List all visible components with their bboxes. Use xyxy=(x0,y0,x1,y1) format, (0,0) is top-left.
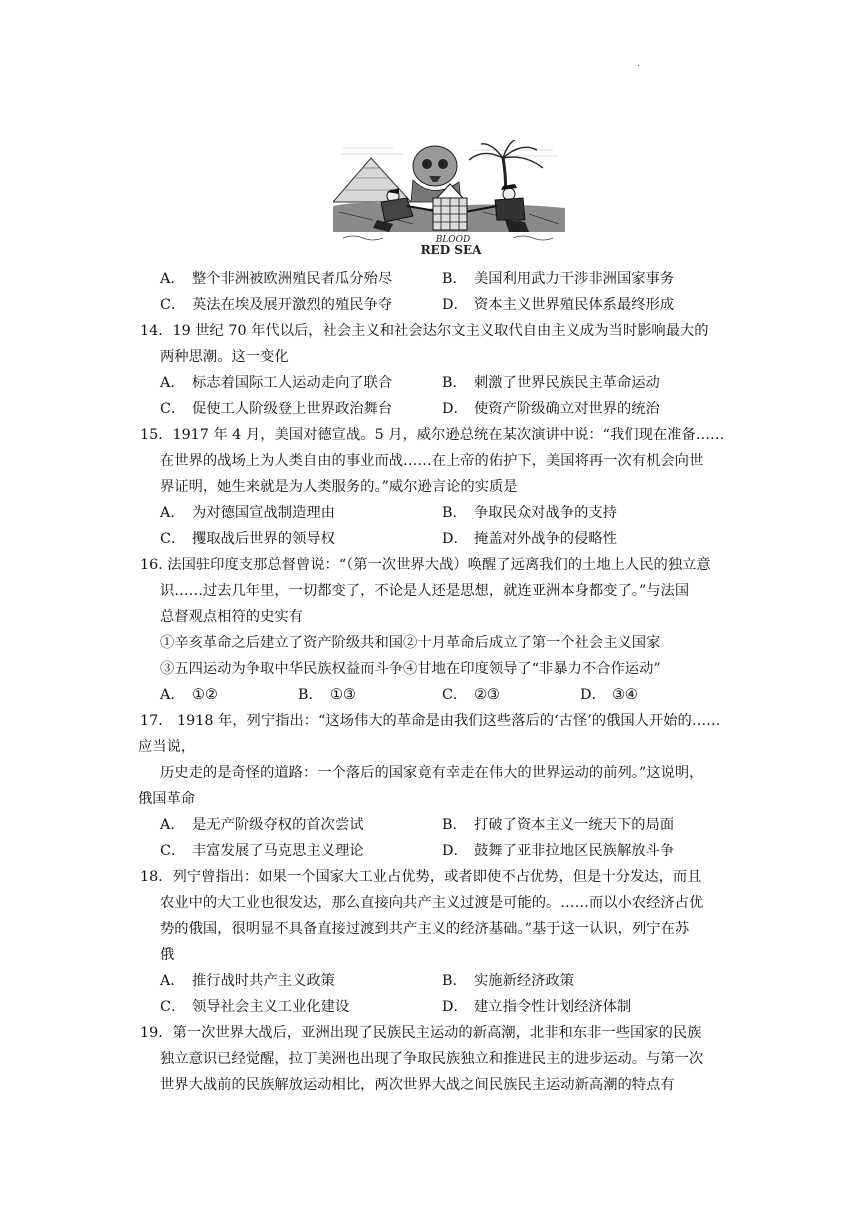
q18-stem-line: 势的俄国，很明显不具备直接过渡到共产主义的经济基础。”基于这一认识，列宁在苏 xyxy=(160,921,690,937)
q16-stem-line: ③五四运动为争取中华民族权益而斗争④甘地在印度领导了“非暴力不合作运动” xyxy=(160,661,661,677)
q19-stem-line: 世界大战前的民族解放运动相比，两次世界大战之间民族民主运动新高潮的特点有 xyxy=(160,1077,675,1093)
q17-option-c: C． 丰富发展了马克思主义理论 xyxy=(160,843,364,859)
q16-option-b: B． ①③ xyxy=(298,687,356,703)
q14-option-b: B． 刺激了世界民族民主革命运动 xyxy=(442,375,660,391)
q13-option-b: B． 美国利用武力干涉非洲国家事务 xyxy=(442,271,675,287)
q13-option-d: D． 资本主义世界殖民体系最终形成 xyxy=(442,297,675,313)
q15-stem-line: 界证明，她生来就是为人类服务的。”威尔逊言论的实质是 xyxy=(160,479,518,495)
q15-option-a: A． 为对德国宣战制造理由 xyxy=(160,505,335,521)
q17-stem-line: 应当说， xyxy=(138,739,196,755)
q13-option-c: C． 英法在埃及展开激烈的殖民争夺 xyxy=(160,297,393,313)
q15-option-d: D． 掩盖对外战争的侵略性 xyxy=(442,531,617,547)
cartoon-caption-line2: RED SEA xyxy=(420,243,482,257)
q19-stem-line: 19．第一次世界大战后，亚洲出现了民族民主运动的新高潮，北非和东非一些国家的民族 xyxy=(140,1025,702,1041)
q18-option-b: B． 实施新经济政策 xyxy=(442,973,575,989)
q18-option-d: D． 建立指令性计划经济体制 xyxy=(442,999,632,1015)
q17-option-b: B． 打破了资本主义一统天下的局面 xyxy=(442,817,675,833)
q15-option-c: C． 攫取战后世界的领导权 xyxy=(160,531,335,547)
q17-option-a: A． 是无产阶级夺权的首次尝试 xyxy=(160,817,364,833)
political-cartoon-image xyxy=(333,140,565,257)
q18-option-a: A． 推行战时共产主义政策 xyxy=(160,973,335,989)
q14-stem-line: 14．19 世纪 70 年代以后，社会主义和社会达尔文主义取代自由主义成为当时影响最大的 xyxy=(140,323,709,339)
q14-option-a: A． 标志着国际工人运动走向了联合 xyxy=(160,375,393,391)
q18-stem-line: 农业中的大工业也很发达，那么直接向共产主义过渡是可能的。……而以小农经济占优 xyxy=(160,895,704,911)
q18-stem-line: 18．列宁曾指出：如果一个国家大工业占优势，或者即使不占优势，但是十分发达，而且 xyxy=(140,869,702,885)
q19-stem-line: 独立意识已经觉醒，拉丁美洲也出现了争取民族独立和推进民主的进步运动。与第一次 xyxy=(160,1051,704,1067)
q15-option-b: B． 争取民众对战争的支持 xyxy=(442,505,617,521)
q16-stem-line: ①辛亥革命之后建立了资产阶级共和国②十月革命后成立了第一个社会主义国家 xyxy=(160,635,661,651)
q16-option-a: A． ①② xyxy=(160,687,218,703)
q15-stem-line: 在世界的战场上为人类自由的事业而战……在上帝的佑护下，美国将再一次有机会向世 xyxy=(160,453,704,469)
q13-option-a: A． 整个非洲被欧洲殖民者瓜分殆尽 xyxy=(160,271,393,287)
page-mark: . xyxy=(637,58,641,69)
q15-stem-line: 15．1917 年 4 月，美国对德宣战。5 月，威尔逊总统在某次演讲中说：“我们现在准备…… xyxy=(140,427,725,443)
q17-stem-line: 俄国革命 xyxy=(138,791,196,807)
q17-option-d: D． 鼓舞了亚非拉地区民族解放斗争 xyxy=(442,843,675,859)
q17-stem-line: 历史走的是奇怪的道路：一个落后的国家竟有幸走在伟大的世界运动的前列。”这说明， xyxy=(160,765,704,781)
cartoon-caption-line1: BLOOD xyxy=(435,235,471,245)
q16-stem-line: 16. 法国驻印度支那总督曾说：“（第一次世界大战）唤醒了远离我们的土地上人民的独立意 xyxy=(140,557,711,573)
q16-option-d: D． ③④ xyxy=(580,687,638,703)
q16-option-c: C． ②③ xyxy=(442,687,500,703)
q14-stem-line: 两种思潮。这一变化 xyxy=(160,349,289,365)
q14-option-c: C． 促使工人阶级登上世界政治舞台 xyxy=(160,401,393,417)
q16-stem-line: 识……过去几年里，一切都变了，不论是人还是思想，就连亚洲本身都变了。”与法国 xyxy=(160,583,690,599)
q14-option-d: D． 使资产阶级确立对世界的统治 xyxy=(442,401,660,417)
q18-option-c: C． 领导社会主义工业化建设 xyxy=(160,999,350,1015)
q16-stem-line: 总督观点相符的史实有 xyxy=(160,609,303,625)
q18-stem-line: 俄 xyxy=(160,947,175,963)
q17-stem-line: 17． 1918 年，列宁指出：“这场伟大的革命是由我们这些落后的‘古怪’的俄国人开始的…… xyxy=(140,713,721,729)
